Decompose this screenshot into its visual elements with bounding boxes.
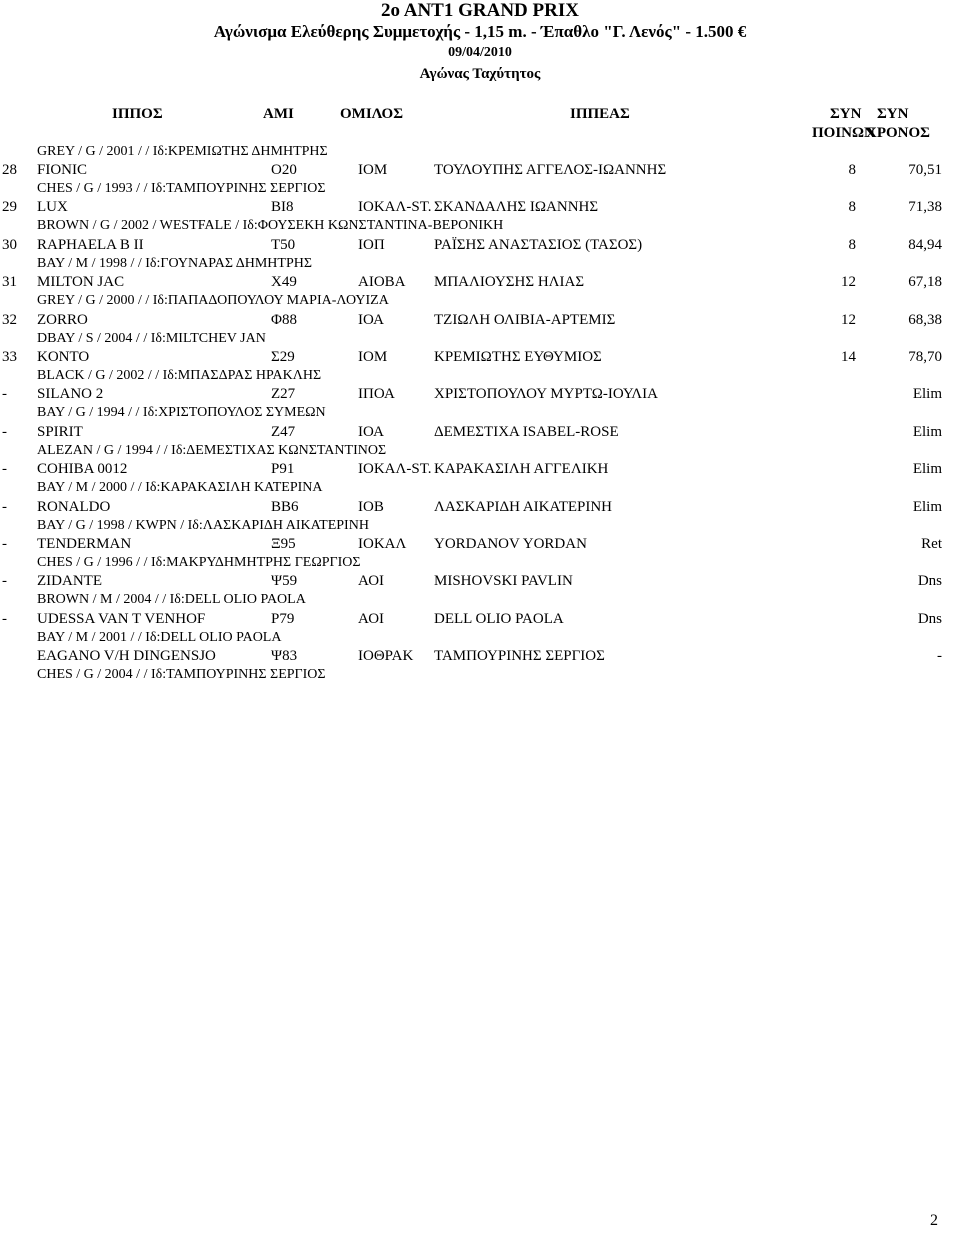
header-time: ΧΡΟΝΟΣ (866, 125, 930, 141)
table-row (0, 273, 960, 310)
club-name: ΙΟΜ (358, 349, 388, 365)
first-entry-details: GREY / G / 2001 / / Ιδ:ΚΡΕΜΙΩΤΗΣ ΔΗΜΗΤΡΗΣ (37, 144, 328, 159)
club-name: ΙΟΘΡΑΚ (358, 648, 414, 665)
club-name: ΙΟΒ (358, 498, 384, 515)
horse-name: EAGANO V/H DINGENSJO (37, 648, 216, 665)
ami-code: Ο20 (271, 162, 297, 178)
table-row (0, 385, 960, 422)
ami-code: Ζ47 (271, 423, 296, 440)
horse-details: BROWN / G / 2002 / WESTFALE / Ιδ:ΦΟΥΣΕΚΗ ΚΩΝΣΤΑΝΤΙΝΑ-ΒΕΡΟΝΙΚΗ (37, 218, 504, 234)
rider-name: DELL OLIO PAOLA (434, 610, 564, 627)
rider-name: ΤΑΜΠΟΥΡΙΝΗΣ ΣΕΡΓΙΟΣ (434, 648, 605, 665)
club-name: ΑΟΙ (358, 610, 385, 627)
horse-name: MILTON JAC (37, 274, 125, 291)
penalties-value: 12 (841, 311, 856, 328)
rider-name: ΚΡΕΜΙΩΤΗΣ ΕΥΘΥΜΙΟΣ (434, 349, 602, 365)
horse-details: ALEZAN / G / 1994 / / Ιδ:ΔΕΜΕΣΤΙΧΑΣ ΚΩΝΣΤΑΝΤΙΝΟΣ (37, 442, 387, 458)
table-row (0, 161, 960, 198)
table-row (0, 610, 960, 647)
rider-name: ΜΠΑΛΙΟΥΣΗΣ ΗΛΙΑΣ (434, 274, 585, 291)
time-value: Elim (912, 461, 942, 478)
rider-name: ΤΟΥΛΟΥΠΗΣ ΑΓΓΕΛΟΣ-ΙΩΑΝΝΗΣ (434, 162, 667, 178)
table-row (0, 572, 960, 609)
horse-name: ZIDANTE (37, 573, 102, 590)
page-number: 2 (930, 1212, 938, 1229)
place-cell: - (2, 461, 7, 478)
ami-code: Ρ91 (271, 461, 295, 478)
header-club: ΟΜΙΛΟΣ (340, 106, 404, 122)
table-row (0, 460, 960, 497)
penalties-value: 8 (848, 236, 856, 253)
event-date: 09/04/2010 (448, 45, 512, 60)
rider-name: ΛΑΣΚΑΡΙΔΗ ΑΙΚΑΤΕΡΙΝΗ (434, 498, 613, 515)
place-cell: - (2, 423, 7, 440)
time-value: 71,38 (908, 199, 942, 216)
table-row (0, 348, 960, 385)
horse-details: BAY / G / 1998 / KWPN / Ιδ:ΛΑΣΚΑΡΙΔΗ ΑΙΚΑΤΕΡΙΝΗ (37, 517, 369, 533)
club-name: ΑΙΟΒΑ (358, 274, 406, 291)
ami-code: Ψ59 (271, 573, 298, 590)
penalties-value: 12 (841, 274, 856, 291)
time-value: 78,70 (908, 349, 942, 365)
horse-details: DBAY / S / 2004 / / Ιδ:MILTCHEV JAN (37, 330, 266, 346)
table-row (0, 647, 960, 684)
ami-code: Σ29 (271, 349, 295, 365)
time-value: - (937, 648, 942, 665)
time-value: Elim (912, 498, 942, 515)
time-value: Dns (917, 610, 942, 627)
horse-name: SPIRIT (37, 423, 83, 440)
horse-name: UDESSA VAN T VENHOF (37, 610, 206, 627)
time-value: 84,94 (908, 236, 942, 253)
club-name: ΑΟΙ (358, 573, 385, 590)
place-cell: - (2, 610, 7, 627)
time-value: Ret (921, 536, 942, 552)
horse-name: COHIBA 0012 (37, 461, 128, 478)
horse-details: BAY / M / 1998 / / Ιδ:ΓΟΥΝΑΡΑΣ ΔΗΜΗΤΡΗΣ (37, 255, 313, 271)
horse-name: FIONIC (37, 162, 88, 178)
rider-name: ΧΡΙΣΤΟΠΟΥΛΟΥ ΜΥΡΤΩ-ΙΟΥΛΙΑ (434, 386, 658, 403)
penalties-value: 8 (848, 162, 856, 178)
header-penalties: ΠΟΙΝΩΝ (812, 125, 875, 141)
rider-name: ΣΚΑΝΔΑΛΗΣ ΙΩΑΝΝΗΣ (434, 199, 599, 216)
place-cell: - (2, 573, 7, 590)
table-row (0, 311, 960, 348)
place-cell: 31 (2, 274, 17, 291)
competition-type: Αγώνας Ταχύτητος (419, 66, 541, 82)
rider-name: ΚΑΡΑΚΑΣΙΛΗ ΑΓΓΕΛΙΚΗ (434, 461, 609, 478)
horse-details: CHES / G / 1993 / / Ιδ:ΤΑΜΠΟΥΡΙΝΗΣ ΣΕΡΓΙΟΣ (37, 181, 326, 196)
horse-name: ZORRO (37, 311, 88, 328)
horse-name: RONALDO (37, 498, 111, 515)
ami-code: Τ50 (271, 236, 296, 253)
club-name: ΙΠΟΑ (358, 386, 395, 403)
table-row (0, 423, 960, 460)
horse-details: BAY / M / 2001 / / Ιδ:DELL OLIO PAOLA (37, 629, 282, 645)
time-value: 67,18 (908, 274, 942, 291)
horse-details: BAY / M / 2000 / / Ιδ:ΚΑΡΑΚΑΣΙΛΗ ΚΑΤΕΡΙΝΑ (37, 480, 323, 496)
club-name: ΙΟΚΑΛ (358, 536, 407, 552)
horse-details: CHES / G / 1996 / / Ιδ:ΜΑΚΡΥΔΗΜΗΤΡΗΣ ΓΕΩΡΓΙΟΣ (37, 555, 361, 570)
club-name: ΙΟΠ (358, 236, 385, 253)
penalties-value: 8 (848, 199, 856, 216)
ami-code: Ζ27 (271, 386, 296, 403)
club-name: ΙΟΑ (358, 311, 384, 328)
place-cell: 29 (2, 199, 17, 216)
time-value: 68,38 (908, 311, 942, 328)
ami-code: Ψ83 (271, 648, 298, 665)
horse-details: BROWN / M / 2004 / / Ιδ:DELL OLIO PAOLA (37, 592, 306, 608)
table-row (0, 236, 960, 273)
horse-name: RAPHAELA B II (37, 236, 144, 253)
time-value: 70,51 (908, 162, 942, 178)
time-value: Dns (917, 573, 942, 590)
horse-name: LUX (37, 199, 68, 216)
horse-details: GREY / G / 2000 / / Ιδ:ΠΑΠΑΔΟΠΟΥΛΟΥ ΜΑΡΙΑ-ΛΟΥΙΖΑ (37, 293, 389, 309)
rider-name: YORDANOV YORDAN (434, 536, 587, 552)
rider-name: ΡΑΪΣΗΣ ΑΝΑΣΤΑΣΙΟΣ (ΤΑΣΟΣ) (434, 236, 643, 253)
club-name: ΙΟΜ (358, 162, 388, 178)
rider-name: ΔΕΜΕΣΤΙΧΑ ISABEL-ROSE (434, 423, 619, 440)
place-cell: - (2, 386, 7, 403)
rider-name: ΤΖΙΩΛΗ ΟΛΙΒΙΑ-ΑΡΤΕΜΙΣ (434, 311, 616, 328)
horse-name: TENDERMAN (37, 536, 132, 552)
table-row (0, 535, 960, 572)
document-header (0, 0, 960, 84)
place-cell: - (2, 536, 7, 552)
club-name: ΙΟΑ (358, 423, 384, 440)
ami-code: Φ88 (271, 311, 297, 328)
ami-code: Ξ95 (271, 536, 296, 552)
horse-details: BAY / G / 1994 / / Ιδ:ΧΡΙΣΤΟΠΟΥΛΟΣ ΣΥΜΕΩΝ (37, 405, 326, 421)
place-cell: 33 (2, 349, 17, 365)
horse-details: BLACK / G / 2002 / / Ιδ:ΜΠΑΣΔΡΑΣ ΗΡΑΚΛΗΣ (37, 368, 322, 383)
ami-code: ΒΒ6 (271, 498, 299, 515)
header-horse: ΙΠΠΟΣ (112, 106, 163, 122)
table-row (0, 498, 960, 535)
rider-name: MISHOVSKI PAVLIN (434, 573, 573, 590)
header-syn-2: ΣΥΝ (877, 106, 909, 122)
place-cell: 28 (2, 162, 17, 178)
time-value: Elim (912, 423, 942, 440)
horse-details: CHES / G / 2004 / / Ιδ:ΤΑΜΠΟΥΡΙΝΗΣ ΣΕΡΓΙΟΣ (37, 667, 326, 683)
header-ami: ΑΜΙ (263, 106, 294, 122)
horse-name: KONTO (37, 349, 90, 365)
header-syn-1: ΣΥΝ (830, 106, 862, 122)
event-title: 2o ANT1 GRAND PRIX (381, 0, 579, 21)
place-cell: 30 (2, 236, 17, 253)
club-name: ΙΟΚΑΛ-ST. (358, 199, 432, 216)
event-subtitle: Αγώνισμα Ελεύθερης Συμμετοχής - 1,15 m. - Έπαθλο "Γ. Λενός" - 1.500 € (213, 22, 747, 41)
time-value: Elim (912, 386, 942, 403)
ami-code: Ρ79 (271, 610, 295, 627)
ami-code: ΒΙ8 (271, 199, 294, 216)
place-cell: - (2, 498, 7, 515)
ami-code: Χ49 (271, 274, 297, 291)
place-cell: 32 (2, 311, 17, 328)
horse-name: SILANO 2 (37, 386, 104, 403)
table-row (0, 198, 960, 235)
penalties-value: 14 (841, 349, 856, 365)
club-name: ΙΟΚΑΛ-ST. (358, 461, 432, 478)
header-rider: ΙΠΠΕΑΣ (570, 106, 630, 122)
